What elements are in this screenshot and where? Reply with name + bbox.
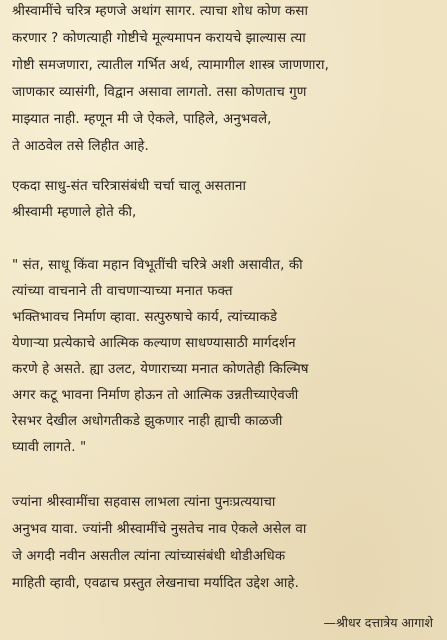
- paragraph-3-line-3: जे अगदी नवीन असतील त्यांना त्यांच्यासंबंधी थोडीअधिक: [12, 549, 286, 564]
- quote-line-4: येणाऱ्या प्रत्येकाचे आत्मिक कल्याण साधण्यासाठी मार्गदर्शन: [12, 336, 296, 351]
- paragraph-1-line-3: गोष्टी समजणारा, त्यातील गर्भित अर्थ, त्यामागील शास्त्र जाणणारा,: [12, 58, 329, 73]
- paragraph-1-line-1: श्रीस्वामींचे चरित्र म्हणजे अथांग सागर. त्याचा शोध कोण कसा: [12, 4, 309, 19]
- paragraph-1-line-6: ते आठवेल तसे लिहीत आहे.: [12, 139, 149, 154]
- quote-line-1: " संत, साधू किंवा महान विभूतींची चरित्रे अशी असावीत, की: [12, 258, 303, 273]
- paragraph-2-line-2: श्रीस्वामी म्हणाले होते की,: [12, 205, 137, 220]
- quote-line-3: भक्तिभावच निर्माण व्हावा. सत्पुरुषाचे कार्य, त्यांच्याकडे: [12, 310, 278, 325]
- quote-line-2: त्यांच्या वाचनाने ती वाचणाऱ्याच्या मनात फक्त: [12, 284, 233, 299]
- quote-line-7: रेसभर देखील अधोगतीकडे झुकणार नाही ह्याची काळजी: [12, 414, 283, 429]
- quote-line-6: अगर कटू भावना निर्माण होऊन तो आत्मिक उन्नतीच्याऐवजी: [12, 388, 299, 403]
- quote-line-5: करणे हे असते. ह्या उलट, येणाराच्या मनात कोणतेही किल्मिष: [12, 362, 309, 377]
- paragraph-3-line-4: माहिती व्हावी, एवढाच प्रस्तुत लेखनाचा मर्यादित उद्देश आहे.: [12, 576, 299, 591]
- paragraph-1-line-5: माझ्यात नाही. म्हणून मी जे ऐकले, पाहिले, अनुभवले,: [12, 112, 272, 127]
- paragraph-2-line-1: एकदा साधु-संत चरित्रासंबंधी चर्चा चालू असताना: [12, 179, 247, 194]
- paragraph-3-line-1: ज्यांना श्रीस्वामींचा सहवास लाभला त्यांना पुनःप्रत्ययाचा: [12, 495, 276, 510]
- paragraph-1-line-4: जाणकार व्यासंगी, विद्वान असावा लागतो. तसा कोणताच गुण: [12, 85, 307, 100]
- paragraph-3-line-2: अनुभव यावा. ज्यांनी श्रीस्वामींचे नुसतेच नाव ऐकले असेल वा: [12, 522, 307, 537]
- paragraph-1-line-2: करणार ? कोणत्याही गोष्टीचे मूल्यमापन करायचे झाल्यास त्या: [12, 31, 306, 46]
- quote-line-8: घ्यावी लागते. ": [12, 440, 87, 455]
- author-signature: —श्रीधर दत्तात्रेय आगाशे: [323, 615, 433, 630]
